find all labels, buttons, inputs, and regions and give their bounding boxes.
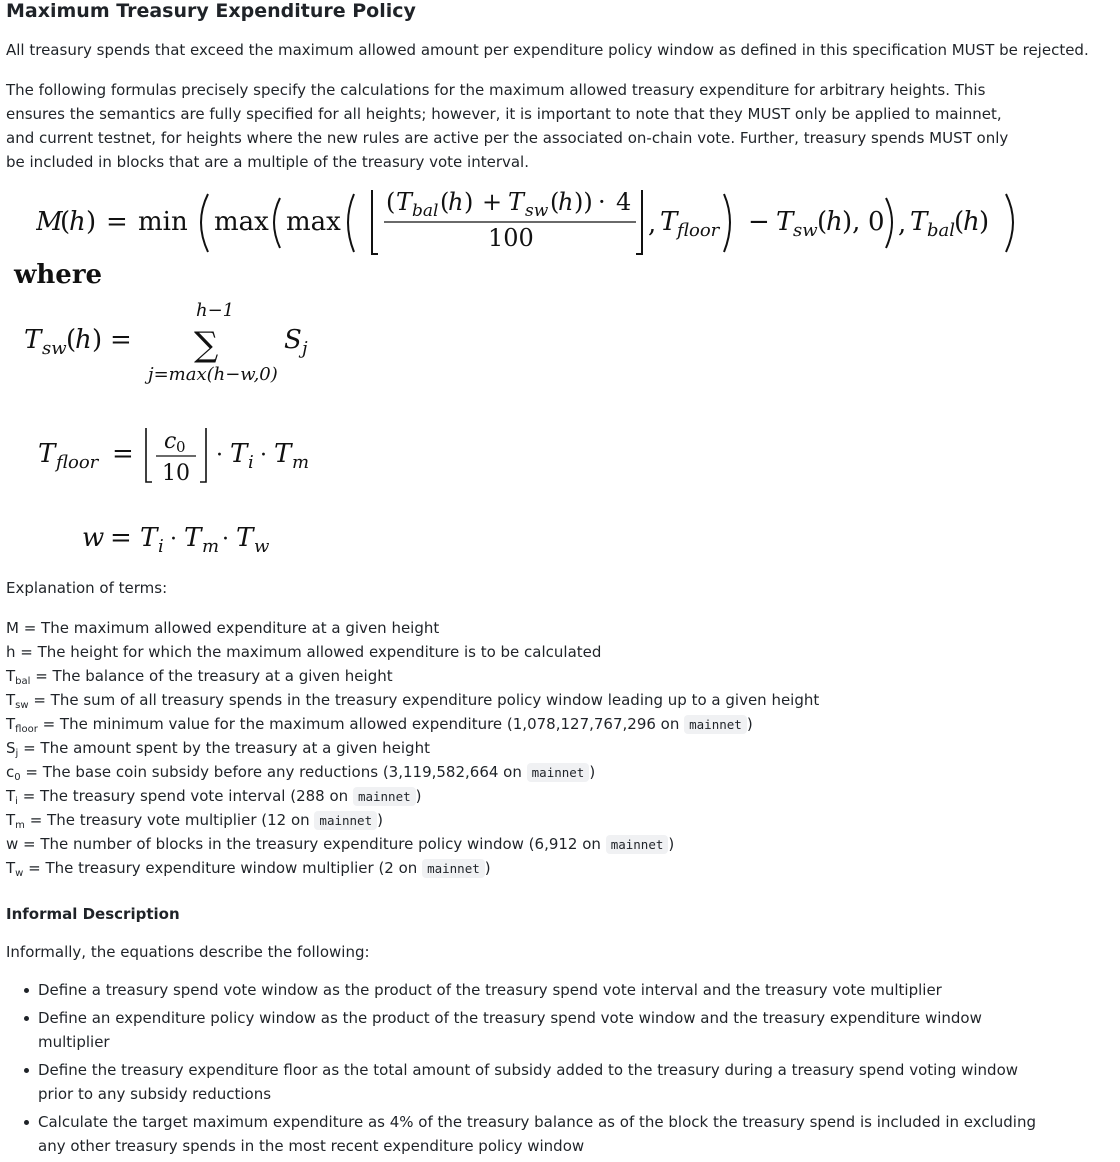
terms-list xyxy=(6,616,1106,880)
svg-text:T: T xyxy=(396,188,413,216)
svg-text:(: ( xyxy=(66,325,77,355)
term-subscript: i xyxy=(15,796,18,807)
svg-text:T: T xyxy=(660,207,678,237)
svg-text:+: + xyxy=(482,188,503,216)
term-subscript: sw xyxy=(15,700,29,711)
bullet-item: Calculate the target maximum expenditure as 4% of the treasury balance as of the block the treasury spend is included in excluding any other treasury spends in the most recent expenditure policy window xyxy=(6,1110,1036,1158)
svg-text:=: = xyxy=(112,439,134,469)
svg-text:m: m xyxy=(202,536,220,557)
svg-text:T: T xyxy=(38,439,56,469)
term-subscript: m xyxy=(15,820,25,831)
bullet-item: Define an expenditure policy window as the product of the treasury spend vote window and the treasury expenditure window multiplier xyxy=(6,1006,1036,1054)
svg-text:·: · xyxy=(598,188,606,216)
network-code: mainnet xyxy=(684,715,747,734)
svg-text:·: · xyxy=(170,527,177,552)
term-symbol: T xyxy=(6,667,16,685)
term-tail: ) xyxy=(377,811,383,829)
network-code: mainnet xyxy=(527,763,590,782)
svg-text:i: i xyxy=(248,452,254,473)
term-row xyxy=(6,736,1106,760)
formula-hundred: 100 xyxy=(488,224,534,252)
svg-text:,: , xyxy=(648,209,657,239)
svg-text:(: ( xyxy=(550,188,560,216)
term-description: = The minimum value for the maximum allowed expenditure (1,078,127,767,296 on xyxy=(37,715,685,733)
term-row xyxy=(6,784,1106,808)
informal-title: Informal Description xyxy=(6,905,180,923)
svg-text:T: T xyxy=(776,207,794,237)
term-symbol: T xyxy=(6,811,16,829)
bullet-item: Define a treasury spend vote window as the product of the treasury spend vote interval and the treasury vote multiplier xyxy=(6,978,1036,1002)
term-symbol: M xyxy=(6,619,19,637)
svg-text:T: T xyxy=(274,439,292,469)
formula-max-outer: max xyxy=(214,207,269,237)
svg-text:j: j xyxy=(302,338,308,359)
term-description: = The maximum allowed expenditure at a given height xyxy=(18,619,440,637)
term-description: = The height for which the maximum allowed expenditure is to be calculated xyxy=(15,643,602,661)
w-formula xyxy=(80,516,300,560)
svg-text:0: 0 xyxy=(176,438,186,456)
svg-text:sw: sw xyxy=(42,338,67,359)
network-code: mainnet xyxy=(314,811,377,830)
svg-text:floor: floor xyxy=(56,452,99,473)
svg-text:0: 0 xyxy=(868,207,885,237)
svg-text:sw: sw xyxy=(793,220,818,241)
w-formula-svg xyxy=(80,516,300,560)
term-row xyxy=(6,808,1106,832)
informal-bullets xyxy=(6,978,1036,1162)
term-symbol: h xyxy=(6,643,16,661)
term-row xyxy=(6,832,1106,856)
tfloor-formula-svg xyxy=(36,420,336,492)
svg-text:): ) xyxy=(86,207,97,237)
tfloor-formula xyxy=(36,420,336,492)
term-subscript: w xyxy=(15,868,24,879)
term-tail: ) xyxy=(415,787,422,805)
term-symbol: T xyxy=(6,859,16,877)
svg-text:floor: floor xyxy=(677,220,720,241)
term-row xyxy=(6,712,1106,736)
tsw-formula-svg xyxy=(20,296,340,392)
svg-text:T: T xyxy=(508,188,525,216)
term-symbol: T xyxy=(6,787,16,805)
term-symbol: T xyxy=(6,691,16,709)
term-description: = The treasury vote multiplier (12 on xyxy=(24,811,315,829)
svg-text:w: w xyxy=(254,536,270,557)
svg-text:(: ( xyxy=(954,207,965,237)
svg-text:T: T xyxy=(184,523,202,553)
svg-text:h: h xyxy=(826,207,843,237)
term-symbol: S xyxy=(6,739,16,757)
term-tail: ) xyxy=(589,763,596,781)
svg-text:i: i xyxy=(158,536,164,557)
bullet-item: Define the treasury expenditure floor as the total amount of subsidy added to the treasury during a treasury spend voting window prior to any subsidy reductions xyxy=(6,1058,1036,1106)
svg-text:h: h xyxy=(448,188,464,216)
svg-text:(: ( xyxy=(386,188,396,216)
svg-text:(: ( xyxy=(60,207,71,237)
svg-text:T: T xyxy=(236,523,254,553)
svg-text:=: = xyxy=(106,207,128,237)
term-description: = The base coin subsidy before any reductions (3,119,582,664 on xyxy=(20,763,527,781)
term-description: = The sum of all treasury spends in the treasury expenditure policy window leading up to a given height xyxy=(28,691,820,709)
svg-text:): ) xyxy=(464,188,474,216)
term-row xyxy=(6,664,1106,688)
term-description: = The balance of the treasury at a given height xyxy=(30,667,393,685)
term-subscript: j xyxy=(15,748,19,759)
sum-lower: j=max(h−w,0) xyxy=(148,364,278,385)
term-symbol: T xyxy=(6,715,16,733)
svg-text:·: · xyxy=(216,443,223,468)
term-row xyxy=(6,760,1106,784)
network-code: mainnet xyxy=(422,859,485,878)
svg-text:sw: sw xyxy=(525,201,549,221)
svg-text:=: = xyxy=(110,325,132,355)
network-code: mainnet xyxy=(353,787,416,806)
formula-min: min xyxy=(138,207,188,237)
term-symbol: c xyxy=(6,763,15,781)
sum-upper: h−1 xyxy=(196,300,235,321)
svg-text:h: h xyxy=(558,188,574,216)
term-subscript: bal xyxy=(15,676,31,687)
svg-text:),: ), xyxy=(842,207,861,237)
page-title: Maximum Treasury Expenditure Policy xyxy=(6,0,416,22)
term-subscript: 0 xyxy=(14,772,21,783)
formula-four: 4 xyxy=(616,188,632,216)
svg-text:T: T xyxy=(140,523,158,553)
svg-text:S: S xyxy=(284,325,302,355)
svg-text:h: h xyxy=(69,207,86,237)
svg-text:)): )) xyxy=(574,188,593,216)
term-row xyxy=(6,640,1106,664)
svg-text:·: · xyxy=(260,443,267,468)
formula-intro-paragraph: The following formulas precisely specify the calculations for the maximum allowed treasury expenditure for arbitrary heights. This ensures the semantics are fully specified for all heights; however, it is important to note that they MUST only be applied to mainnet, and current testnet, for heights where the new rules are active per the associated on-chain vote. Further, treasury spends MUST only be included in blocks that are a multiple of the treasury vote interval. xyxy=(6,81,1009,171)
svg-text:c: c xyxy=(164,429,177,454)
svg-text:T: T xyxy=(24,325,42,355)
term-tail: ) xyxy=(746,715,753,733)
svg-text:·: · xyxy=(222,527,229,552)
svg-text:bal: bal xyxy=(412,201,439,221)
explanation-title: Explanation of terms: xyxy=(6,579,168,597)
formula-svg xyxy=(36,182,1096,262)
svg-text:): ) xyxy=(979,207,990,237)
term-row xyxy=(6,856,1106,880)
svg-text:10: 10 xyxy=(162,461,190,486)
term-subscript: floor xyxy=(15,724,38,735)
svg-text:m: m xyxy=(292,452,310,473)
term-tail: ) xyxy=(668,835,675,853)
max-expenditure-formula xyxy=(36,182,1096,262)
term-row xyxy=(6,688,1106,712)
svg-text:h: h xyxy=(75,325,92,355)
svg-text:(: ( xyxy=(817,207,828,237)
term-symbol: w xyxy=(6,835,19,853)
intro-paragraph: All treasury spends that exceed the maximum allowed amount per expenditure policy window as defined in this specification MUST be rejected. xyxy=(6,41,1089,59)
term-description: = The number of blocks in the treasury expenditure policy window (6,912 on xyxy=(18,835,606,853)
svg-text:T: T xyxy=(910,207,928,237)
where-label: where xyxy=(14,260,103,290)
formula-M: M xyxy=(36,207,63,237)
sum-sigma: ∑ xyxy=(194,325,219,365)
svg-text:(: ( xyxy=(440,188,450,216)
tsw-formula xyxy=(20,296,340,392)
network-code: mainnet xyxy=(606,835,669,854)
svg-text:,: , xyxy=(898,209,907,239)
term-row xyxy=(6,616,1106,640)
svg-text:bal: bal xyxy=(927,220,956,241)
svg-text:−: − xyxy=(748,207,770,237)
term-description: = The treasury expenditure window multiplier (2 on xyxy=(23,859,423,877)
svg-text:h: h xyxy=(963,207,980,237)
informal-intro: Informally, the equations describe the following: xyxy=(6,943,370,961)
term-description: = The amount spent by the treasury at a given height xyxy=(18,739,430,757)
svg-text:w: w xyxy=(82,523,105,553)
svg-text:): ) xyxy=(92,325,103,355)
svg-text:=: = xyxy=(110,523,132,553)
svg-text:T: T xyxy=(230,439,248,469)
term-tail: ) xyxy=(484,859,491,877)
term-description: = The treasury spend vote interval (288 on xyxy=(17,787,353,805)
formula-max-inner: max xyxy=(286,207,341,237)
